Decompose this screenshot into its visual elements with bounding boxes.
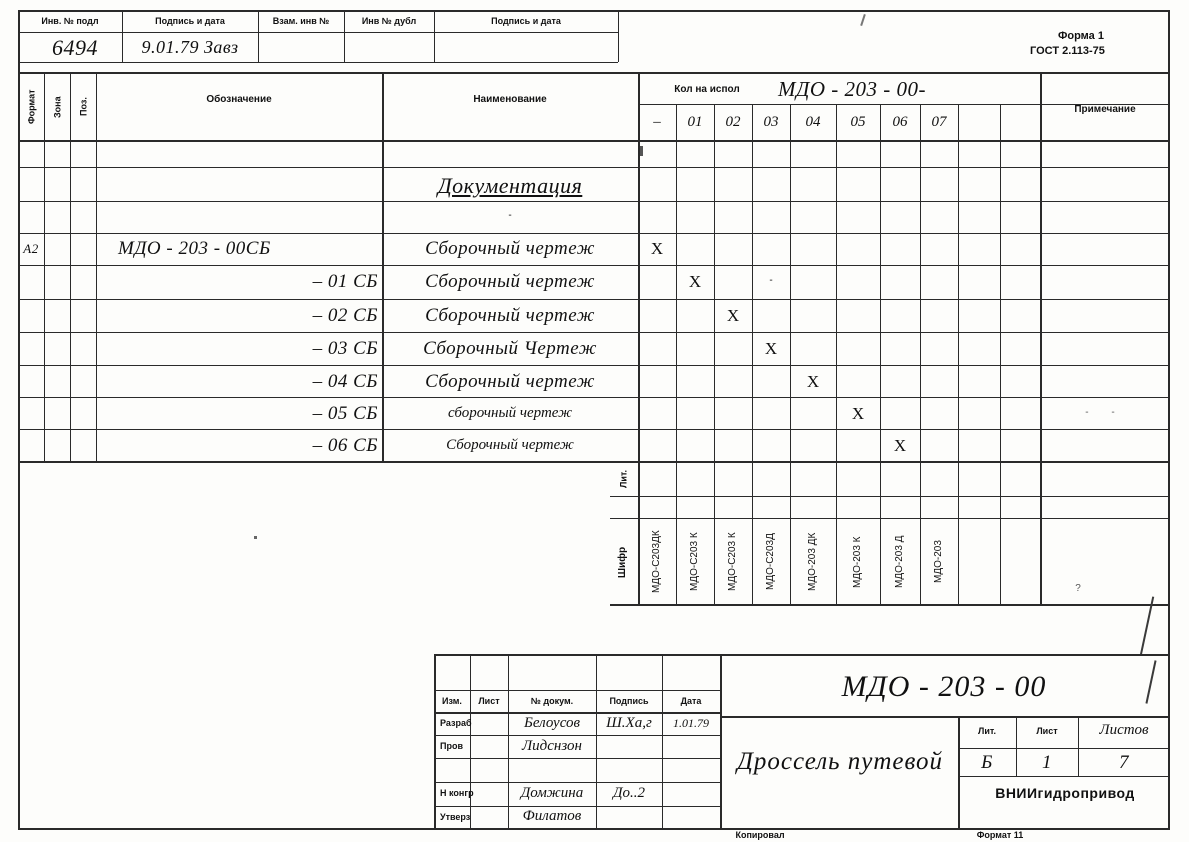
topstrip-header-3: Инв № дубл — [361, 15, 417, 26]
tb-top — [434, 654, 1170, 656]
drawing-name: Дроссель путевой — [736, 747, 944, 775]
row-line-6 — [18, 332, 1170, 333]
row-0-name: Сборочный чертеж — [425, 237, 595, 259]
col-pos-right — [96, 72, 97, 461]
frame-right — [1168, 10, 1170, 830]
tb-role-3: Н конгр — [440, 788, 474, 799]
qty-col-1-right — [714, 104, 715, 604]
tb-col-header-2: № докум. — [530, 695, 574, 706]
qty-col-3-right — [790, 104, 791, 604]
col-format-right — [44, 72, 45, 461]
header-qty-group: Кол на испол — [674, 83, 740, 95]
topstrip-value-1: 9.01.79 Завз — [141, 37, 239, 58]
tb-row-line-0 — [434, 690, 720, 691]
qty-col-0-right — [676, 104, 677, 604]
topstrip-divider — [18, 32, 618, 33]
footer-left: Копировал — [735, 829, 785, 840]
qty-col-2-right — [752, 104, 753, 604]
tb-meta-col-2 — [1078, 716, 1079, 776]
header-variant-code: МДО - 203 - 00- — [778, 76, 926, 101]
row-1-mark: X — [688, 271, 702, 291]
header-remarks: Примечание — [1074, 103, 1136, 115]
qty-col-4-right — [836, 104, 837, 604]
code-7: МДО-203 — [932, 540, 944, 584]
tb-name-0: Белоусов — [523, 714, 580, 731]
code-2: МДО-С203 К — [726, 532, 738, 592]
col-remarks-left — [1040, 72, 1042, 604]
variant-col-0: – — [653, 114, 661, 131]
lit-line — [610, 496, 1170, 497]
tb-name-3: Домжина — [520, 784, 584, 801]
row-0-mark: X — [650, 238, 664, 258]
tb-role-1: Пров — [440, 741, 463, 752]
header-pos: Поз. — [78, 97, 89, 117]
row-0-format: A2 — [23, 241, 39, 257]
row-line-4 — [18, 265, 1170, 266]
code-1: МДО-С203 К — [688, 532, 700, 592]
tb-row-line-3 — [434, 758, 720, 759]
code-0: МДО-С203ДК — [650, 530, 662, 594]
form-title: Форма 1 — [1058, 30, 1104, 42]
row-4-mark: X — [806, 371, 820, 391]
section-underline-dash: - — [508, 209, 512, 221]
topstrip-header-4: Подпись и дата — [491, 15, 561, 26]
row-6-designation: – 06 СБ — [312, 434, 378, 456]
row-6-name: Сборочный чертеж — [446, 436, 574, 453]
meta-value-0: Б — [981, 752, 993, 774]
variant-col-2: 02 — [725, 114, 741, 131]
qty-col-5-right — [880, 104, 881, 604]
variant-col-6: 06 — [892, 114, 908, 131]
code-bottom-line — [610, 604, 1170, 606]
variant-col-5: 05 — [850, 114, 866, 131]
row-6-mark: X — [893, 435, 907, 455]
tb-meta-col-1 — [1016, 716, 1017, 776]
tb-meta-line-1 — [958, 748, 1170, 749]
tb-role-0: Разраб — [440, 718, 472, 729]
topstrip-value-0: 6494 — [52, 34, 98, 60]
row-line-8 — [18, 397, 1170, 398]
col-zone-right — [70, 72, 71, 461]
code-6: МДО-203 Д — [893, 535, 905, 589]
tb-col-header-3: Подпись — [609, 695, 649, 706]
row-5-mark: X — [851, 403, 865, 423]
topstrip-header-1: Подпись и дата — [155, 15, 225, 26]
frame-top — [18, 10, 1170, 12]
qty-col-8-right — [1000, 104, 1001, 604]
tb-name-1: Лидснзон — [522, 737, 582, 754]
topstrip-sep-3 — [344, 10, 345, 62]
header-designation: Обозначение — [206, 93, 272, 105]
tb-col-2 — [596, 654, 597, 828]
qty-col-7-right — [958, 104, 959, 604]
code-3: МДО-С203Д — [764, 533, 776, 591]
row-4-name: Сборочный чертеж — [425, 370, 595, 392]
tb-col-3 — [662, 654, 663, 828]
row-line-10 — [18, 461, 1170, 463]
drawing-number: МДО - 203 - 00 — [841, 670, 1047, 704]
topstrip-header-0: Инв. № подл — [41, 15, 99, 26]
speckle-2 — [254, 536, 257, 539]
row-3-name: Сборочный Чертеж — [423, 337, 597, 359]
table-top — [18, 72, 1170, 74]
tb-col-header-4: Дата — [680, 695, 702, 706]
organization: ВНИИгидропривод — [995, 784, 1135, 801]
meta-label-1: Лист — [1036, 726, 1058, 737]
row-1-dash: - — [769, 275, 773, 287]
row-5-designation: – 05 СБ — [312, 402, 378, 424]
topstrip-sep-4 — [434, 10, 435, 62]
tb-sign-3: До..2 — [612, 784, 646, 801]
row-line-9 — [18, 429, 1170, 430]
topstrip-sep-1 — [122, 10, 123, 62]
header-format: Формат — [26, 89, 37, 125]
code-label: Шифр — [616, 546, 628, 578]
speckle-3 — [860, 14, 866, 26]
tb-name-4: Филатов — [522, 808, 582, 825]
lit-label: Лит. — [618, 470, 629, 488]
tb-col-header-0: Изм. — [442, 695, 462, 706]
code-5: МДО-203 К — [851, 536, 863, 588]
row-line-5 — [18, 299, 1170, 300]
meta-label-0: Лит. — [978, 726, 996, 737]
tb-sign-0: Ш.Ха,г — [606, 714, 652, 731]
row-2-mark: X — [726, 305, 740, 325]
topstrip-header-2: Взам. инв № — [272, 15, 330, 26]
header-zone: Зона — [52, 96, 63, 118]
row-1-name: Сборочный чертеж — [425, 270, 595, 292]
remark-stray-mark: ? — [1075, 582, 1081, 594]
row-3-designation: – 03 СБ — [312, 337, 378, 359]
row-3-mark: X — [764, 338, 778, 358]
qty-col-6-right — [920, 104, 921, 604]
tb-date-0: 1.01.79 — [673, 716, 709, 731]
row-4-designation: – 04 СБ — [312, 370, 378, 392]
speckle-1 — [640, 146, 643, 156]
footer-right: Формат 11 — [976, 829, 1024, 840]
topstrip-sep-2 — [258, 10, 259, 62]
tb-role-4: Утверз — [440, 811, 471, 822]
section-title: Документация — [437, 173, 583, 199]
row-5-remark-marks: - - — [1085, 407, 1125, 419]
variant-col-1: 01 — [687, 114, 703, 131]
row-2-designation: – 02 СБ — [312, 304, 378, 326]
row-2-name: Сборочный чертеж — [425, 304, 595, 326]
form-standard: ГОСТ 2.113-75 — [1030, 45, 1105, 57]
topstrip-bottom — [18, 62, 618, 63]
meta-label-2: Листов — [1099, 722, 1149, 739]
table-header-bottom — [18, 140, 1170, 142]
meta-value-2: 7 — [1119, 752, 1129, 774]
row-line-1 — [18, 167, 1170, 168]
variant-col-4: 04 — [805, 114, 821, 131]
tb-col-4 — [720, 654, 722, 828]
variant-col-7: 07 — [931, 114, 947, 131]
row-1-designation: – 01 СБ — [312, 270, 378, 292]
tb-meta-line-2 — [958, 776, 1170, 777]
topstrip-sep-5 — [618, 10, 619, 62]
row-5-name: сборочный чертеж — [447, 404, 573, 421]
frame-left — [18, 10, 20, 830]
code-head-line — [610, 518, 1170, 519]
tb-col-header-1: Лист — [478, 695, 500, 706]
row-line-7 — [18, 365, 1170, 366]
meta-value-1: 1 — [1042, 752, 1052, 774]
variant-col-3: 03 — [763, 114, 779, 131]
code-4: МДО-203 ДК — [806, 532, 818, 592]
row-line-2 — [18, 201, 1170, 202]
row-0-designation: МДО - 203 - 00СБ — [118, 237, 271, 259]
header-name: Наименование — [473, 93, 547, 105]
